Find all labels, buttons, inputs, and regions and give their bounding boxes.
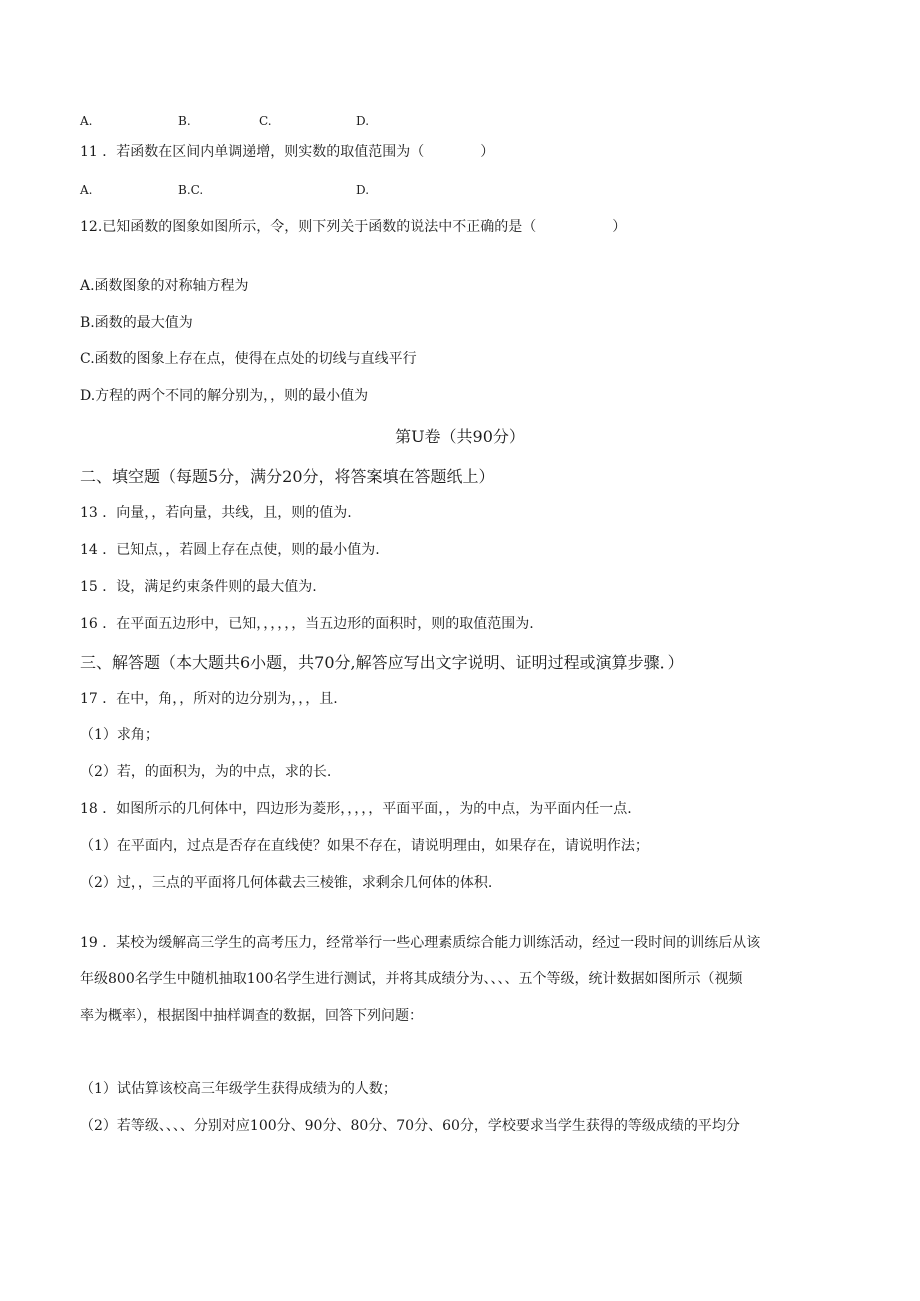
q19-line-3: 率为概率），根据图中抽样调查的数据，回答下列问题：	[80, 1008, 423, 1024]
q11-close-paren: ）	[480, 144, 495, 160]
q10-option-a: A.	[80, 114, 93, 128]
q12-option-d: D.方程的两个不同的解分别为，，则的最小值为	[80, 388, 369, 404]
q18-part-2: （2）过，，三点的平面将几何体截去三棱锥，求剩余几何体的体积.	[80, 875, 493, 891]
q19-part-2: （2）若等级、、、、分别对应100分、90分、80分、70分、60分，学校要求当学生获得的等级成绩的平均分	[80, 1118, 740, 1134]
q17: 17 ．在中，角，，所对的边分别为，，，且.	[80, 691, 338, 707]
q10-option-c: C.	[259, 114, 272, 128]
q12-stem-text: 12.已知函数的图象如图所示，令，则下列关于函数的说法中不正确的是（	[80, 219, 537, 235]
q12-stem	[80, 217, 626, 237]
q19-line-2: 年级800名学生中随机抽取100名学生进行测试，并将其成绩分为、、、、五个等级，统计数据如图所示（视频	[80, 971, 743, 987]
q15: 15 ．设，满足约束条件则的最大值为.	[80, 579, 317, 595]
q11-stem	[80, 142, 494, 162]
q11-stem-text: 11 ．若函数在区间内单调递增，则实数的取值范围为（	[80, 144, 425, 160]
q11-option-bc: B.C.	[178, 183, 204, 197]
q17-part-1: （1）求角；	[80, 727, 159, 743]
q12-close-paren: ）	[612, 219, 627, 235]
q19-part-1: （1）试估算该校高三年级学生获得成绩为的人数；	[80, 1081, 397, 1097]
q17-part-2: （2）若，的面积为，为的中点，求的长.	[80, 764, 332, 780]
q10-option-d: D.	[356, 114, 370, 128]
q10-option-b: B.	[178, 114, 191, 128]
q18-part-1: （1）在平面内，过点是否存在直线使？如果不存在，请说明理由，如果存在，请说明作法；	[80, 838, 649, 854]
section3-heading: 三、解答题（本大题共6小题，共70分,解答应写出文字说明、证明过程或演算步骤．）	[80, 653, 684, 672]
q19-line-1: 19 ．某校为缓解高三学生的高考压力，经常举行一些心理素质综合能力训练活动，经过一段时间的训练后从该	[80, 935, 761, 951]
q11-option-a: A.	[80, 183, 93, 197]
q14: 14 ．已知点，，若圆上存在点使，则的最小值为.	[80, 542, 380, 558]
section2-heading: 二、填空题（每题5分，满分20分，将答案填在答题纸上）	[80, 467, 495, 486]
q12-option-c: C.函数的图象上存在点，使得在点处的切线与直线平行	[80, 351, 417, 367]
part2-title: 第U卷（共90分）	[395, 427, 525, 446]
q11-option-d: D.	[356, 183, 370, 197]
q16: 16 ．在平面五边形中，已知，，，，，，当五边形的面积时，则的取值范围为.	[80, 616, 534, 632]
q12-option-a: A.函数图象的对称轴方程为	[80, 278, 249, 294]
q18: 18 ．如图所示的几何体中，四边形为菱形，，，，，平面平面，，为的中点，为平面内任一点.	[80, 801, 632, 817]
q13: 13 ．向量，，若向量，共线，且，则的值为.	[80, 505, 352, 521]
q12-option-b: B.函数的最大值为	[80, 315, 193, 331]
